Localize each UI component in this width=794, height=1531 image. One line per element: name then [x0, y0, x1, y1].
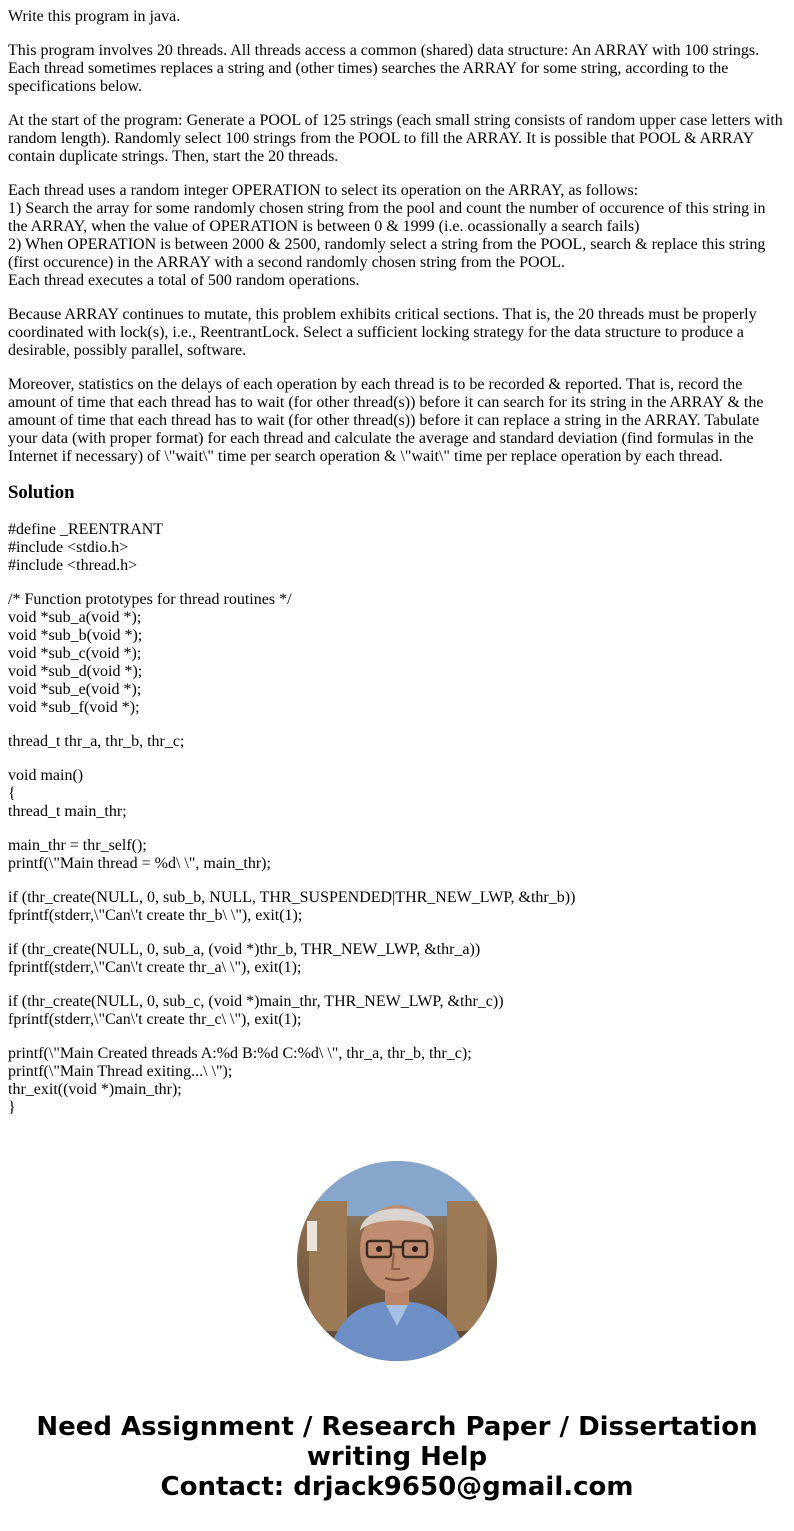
- code-line: void *sub_c(void *);: [8, 645, 142, 662]
- page-content: [0, 8, 794, 1117]
- code-block-main-self: [8, 837, 786, 873]
- code-block-create-b: [8, 889, 786, 925]
- code-block-includes: [8, 521, 786, 575]
- code-line: void *sub_e(void *);: [8, 681, 142, 698]
- promo-contact: Contact: drjack9650@gmail.com: [160, 1472, 634, 1502]
- code-line: fprintf(stderr,\"Can\'t create thr_c\ \"), exit(1);: [8, 1011, 302, 1028]
- operation-replace: 2) When OPERATION is between 2000 & 2500, randomly select a string from the POOL, search & replace this string (first occurence) in the ARRAY with a second randomly chosen string from the POOL.: [8, 236, 766, 271]
- code-line: #include <thread.h>: [8, 557, 138, 574]
- code-block-create-a: [8, 941, 786, 977]
- code-line: void main(): [8, 767, 84, 784]
- promo-line-1: Need Assignment / Research Paper / Dissertation: [36, 1412, 758, 1442]
- code-block-create-c: [8, 993, 786, 1029]
- code-line: thr_exit((void *)main_thr);: [8, 1081, 182, 1098]
- question-statistics: Moreover, statistics on the delays of each operation by each thread is to be recorded & reported. That is, record the amount of time that each thread has to wait (for other thread(s)) before it can search for its string in the ARRAY & the amount of time that each thread has to wait (for other thread(s)) before it can replace a string in the ARRAY. Tabulate your data (with proper format) for each thread and calculate the average and standard deviation (find formulas in the Internet if necessary) of \"wait\" time per search operation & \"wait\" time per replace operation by each thread.: [8, 376, 764, 465]
- code-line: void *sub_f(void *);: [8, 699, 140, 716]
- code-block-main-end: [8, 1045, 786, 1117]
- code-line: }: [8, 1099, 16, 1116]
- code-line: if (thr_create(NULL, 0, sub_b, NULL, THR_SUSPENDED|THR_NEW_LWP, &thr_b)): [8, 889, 576, 906]
- code-line: /* Function prototypes for thread routines */: [8, 591, 292, 608]
- code-block-globals: [8, 733, 786, 751]
- code-block-prototypes: [8, 591, 786, 717]
- code-line: void *sub_b(void *);: [8, 627, 143, 644]
- question-intro: Write this program in java.: [8, 8, 181, 25]
- code-line: printf(\"Main Created threads A:%d B:%d C:%d\ \", thr_a, thr_b, thr_c);: [8, 1045, 472, 1062]
- code-line: {: [8, 785, 16, 802]
- promo-banner: [0, 1412, 794, 1502]
- code-line: fprintf(stderr,\"Can\'t create thr_a\ \"), exit(1);: [8, 959, 302, 976]
- code-line: printf(\"Main Thread exiting...\ \");: [8, 1063, 233, 1080]
- code-block-main-start: [8, 767, 786, 821]
- question-overview: This program involves 20 threads. All threads access a common (shared) data structure: An ARRAY with 100 strings. Each thread sometimes replaces a string and (other times) searches the ARRAY for some string, according to the specifications below.: [8, 42, 760, 95]
- code-line: thread_t main_thr;: [8, 803, 127, 820]
- code-line: void *sub_a(void *);: [8, 609, 142, 626]
- avatar-illustration: [297, 1161, 497, 1361]
- promo-line-2: writing Help: [306, 1442, 488, 1472]
- code-line: printf(\"Main thread = %d\ \", main_thr);: [8, 855, 271, 872]
- code-line: #include <stdio.h>: [8, 539, 129, 556]
- code-line: if (thr_create(NULL, 0, sub_a, (void *)thr_b, THR_NEW_LWP, &thr_a)): [8, 941, 481, 958]
- code-line: thread_t thr_a, thr_b, thr_c;: [8, 733, 185, 750]
- code-line: if (thr_create(NULL, 0, sub_c, (void *)main_thr, THR_NEW_LWP, &thr_c)): [8, 993, 504, 1010]
- code-line: fprintf(stderr,\"Can\'t create thr_b\ \"), exit(1);: [8, 907, 303, 924]
- question-operations: [8, 182, 786, 290]
- solution-code: [8, 521, 786, 1117]
- question-setup: At the start of the program: Generate a POOL of 125 strings (each small string consists of random upper case letters with random length). Randomly select 100 strings from the POOL to fill the ARRAY. It is possible that POOL & ARRAY contain duplicate strings. Then, start the 20 threads.: [8, 112, 783, 165]
- operations-intro: Each thread uses a random integer OPERATION to select its operation on the ARRAY, as follows:: [8, 182, 639, 199]
- author-photo: [297, 1161, 497, 1361]
- operations-total: Each thread executes a total of 500 random operations.: [8, 272, 360, 289]
- operation-search: 1) Search the array for some randomly chosen string from the pool and count the number of occurence of this string in the ARRAY, when the value of OPERATION is between 0 & 1999 (i.e. ocassionally a search fails): [8, 200, 766, 235]
- code-line: void *sub_d(void *);: [8, 663, 143, 680]
- code-line: main_thr = thr_self();: [8, 837, 147, 854]
- question-locking: Because ARRAY continues to mutate, this problem exhibits critical sections. That is, the 20 threads must be properly coordinated with lock(s), i.e., ReentrantLock. Select a sufficient locking strategy for the data structure to produce a desirable, possibly parallel, software.: [8, 306, 757, 359]
- solution-heading: Solution: [8, 482, 75, 503]
- code-line: #define _REENTRANT: [8, 521, 164, 538]
